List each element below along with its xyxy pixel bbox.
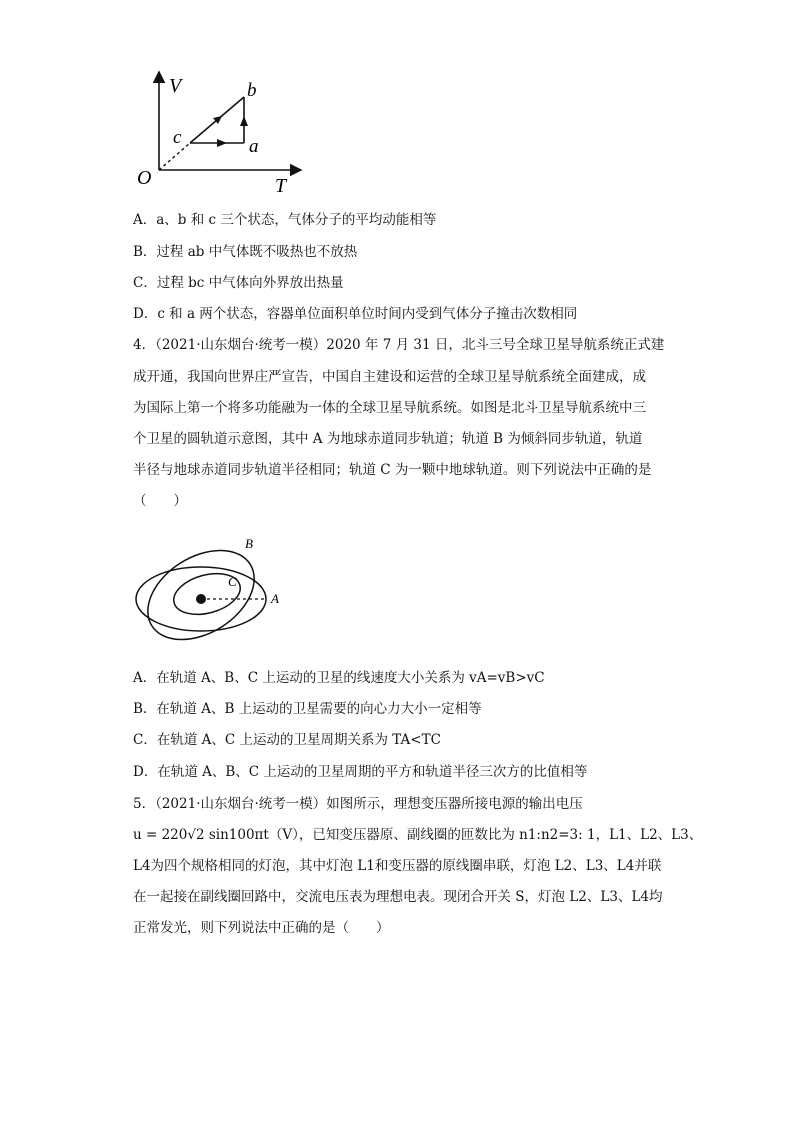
orbit-a-label: A <box>271 591 279 606</box>
q3-option-a: A．a、b 和 c 三个状态，气体分子的平均动能相等 <box>133 212 437 228</box>
q4-option-a: A．在轨道 A、B、C 上运动的卫星的线速度大小关系为 vA=vB>vC <box>133 670 545 686</box>
point-a-label: a <box>249 136 259 157</box>
q4-stem-line-6: （ ） <box>133 493 187 509</box>
q3-option-c: C．过程 bc 中气体向外界放出热量 <box>133 275 344 291</box>
orbit-diagram <box>133 532 293 650</box>
q3-option-d: D．c 和 a 两个状态，容器单位面积单位时间内受到气体分子撞击次数相同 <box>133 306 578 322</box>
axis-v-label: V <box>169 75 182 97</box>
q4-option-d: D．在轨道 A、B、C 上运动的卫星周期的平方和轨道半径三次方的比值相等 <box>133 764 588 780</box>
axis-t-label: T <box>275 175 287 196</box>
q4-stem-line-1: 4．（2021·山东烟台·统考一模）2020 年 7 月 31 日，北斗三号全球卫星导航系统正式建 <box>133 337 665 353</box>
origin-label: O <box>137 167 152 189</box>
q5-stem-line-2: u = 220√2 sin100πt（V），已知变压器原、副线圈的匝数比为 n1:n2=3: 1，L1、L2、L3、 <box>133 827 703 843</box>
point-c-label: c <box>173 127 182 148</box>
orbit-c-label: C <box>228 574 237 589</box>
earth-dot <box>196 594 206 604</box>
q5-stem-line-3: L4为四个规格相同的灯泡，其中灯泡 L1和变压器的原线圈串联，灯泡 L2、L3、L4并联 <box>133 858 662 874</box>
q3-option-b: B．过程 ab 中气体既不吸热也不放热 <box>133 244 358 260</box>
q4-stem-line-3: 为国际上第一个将多功能融为一体的全球卫星导航系统。如图是北斗卫星导航系统中三 <box>133 400 646 416</box>
vt-diagram <box>133 66 313 196</box>
q4-option-c: C．在轨道 A、C 上运动的卫星周期关系为 TA<TC <box>133 732 441 748</box>
q5-stem-line-5: 正常发光，则下列说法中正确的是（ ） <box>133 920 390 936</box>
q4-stem-line-2: 成开通，我国向世界庄严宣告，中国自主建设和运营的全球卫星导航系统全面建成，成 <box>133 369 646 385</box>
q5-stem-line-1: 5．（2021·山东烟台·统考一模）如图所示，理想变压器所接电源的输出电压 <box>133 796 583 812</box>
q5-stem-line-4: 在一起接在副线圈回路中，交流电压表为理想电表。现闭合开关 S，灯泡 L2、L3、L4均 <box>133 889 663 905</box>
q4-option-b: B．在轨道 A、B 上运动的卫星需要的向心力大小一定相等 <box>133 701 482 717</box>
point-b-label: b <box>247 80 257 101</box>
q4-stem-line-5: 半径与地球赤道同步轨道半径相同；轨道 C 为一颗中地球轨道。则下列说法中正确的是 <box>133 462 652 478</box>
orbit-b-label: B <box>245 536 253 551</box>
q4-stem-line-4: 个卫星的圆轨道示意图，其中 A 为地球赤道同步轨道；轨道 B 为倾斜同步轨道，轨道 <box>133 431 643 447</box>
